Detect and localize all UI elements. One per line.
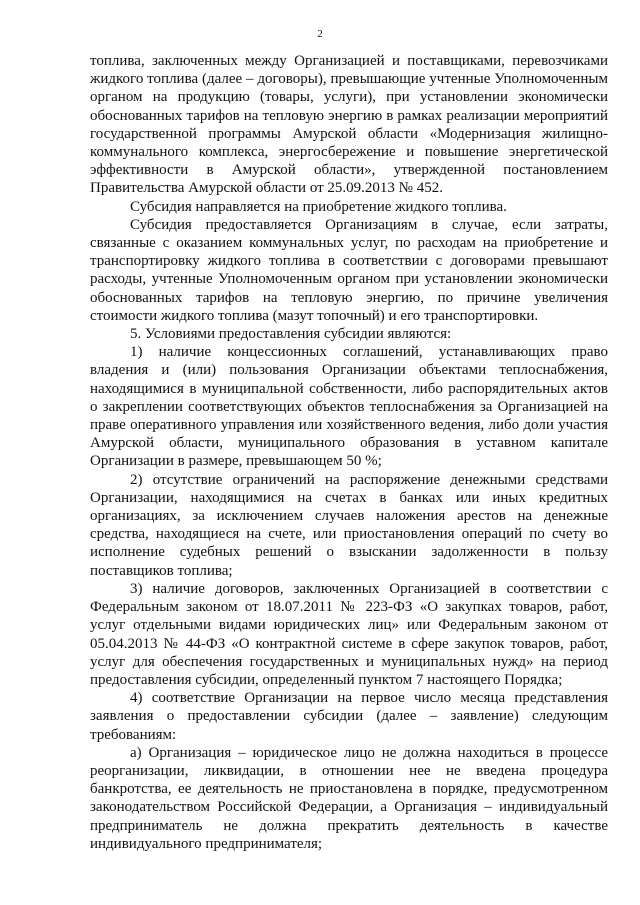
paragraph-conditions-heading: 5. Условиями предоставления субсидии являются: (130, 326, 452, 343)
paragraph-condition-1: 1) наличие концессионных соглашений, устанавливающих право владения и (или) пользования Организации объектами теплоснабжения, находящимися в муниципальной собственности, либо распорядительных актов о закреплении соответствующих объектов теплоснабжения за Организацией на праве оперативного управления или хозяйственного ведения, либо доли участия Амурской области, муниципального образования в уставном капитале Организации в размере, превышающем 50 %; (90, 344, 608, 470)
paragraph-subsidy-purpose: Субсидия направляется на приобретение жидкого топлива. (130, 198, 507, 215)
paragraph-requirement-a: а) Организация – юридическое лицо не должна находиться в процессе реорганизации, ликвидации, в отношении нее не введена процедура банкротства, ее деятельность не приостановлена в порядке, предусмотренном законодательством Российской Федерации, а Организация – индивидуальный предприниматель не должна прекратить деятельность в качестве индивидуального предпринимателя; (90, 744, 608, 852)
paragraph-condition-2: 2) отсутствие ограничений на распоряжение денежными средствами Организации, находящимися на счетах в банках или иных кредитных организациях, за исключением случаев наложения арестов на денежные средства, находящиеся на счете, или приостановления операций по счету во исполнение судебных решений о взыскании задолженности в пользу поставщиков топлива; (90, 471, 608, 579)
paragraph-fuel-contracts: топлива, заключенных между Организацией и поставщиками, перевозчиками жидкого топлива (далее – договоры), превышающие учтенные Уполномоченным органом на продукцию (товары, услуги), при установлении экономически обоснованных тарифов на тепловую энергию в рамках реализации мероприятий государственной программы Амурской области «Модернизация жилищно-коммунального комплекса, энергосбережение и повышение энергетической эффективности в Амурской области», утвержденной постановлением Правительства Амурской области от 25.09.2013 № 452. (90, 53, 608, 197)
paragraph-condition-4: 4) соответствие Организации на первое число месяца представления заявления о предоставлении субсидии (далее – заявление) следующим требованиям: (90, 690, 608, 743)
page-number: 2 (317, 28, 323, 40)
document-body (90, 52, 608, 853)
paragraph-condition-3: 3) наличие договоров, заключенных Организацией в соответствии с Федеральным законом от 18.07.2011 № 223-ФЗ «О закупках товаров, работ, услуг отдельными видами юридических лиц» или Федеральным законом от 05.04.2013 № 44-ФЗ «О контрактной системе в сфере закупок товаров, работ, услуг для обеспечения государственных и муниципальных нужд» на период предоставления субсидии, определенный пунктом 7 настоящего Порядка; (90, 580, 608, 688)
paragraph-subsidy-case: Субсидия предоставляется Организациям в случае, если затраты, связанные с оказанием коммунальных услуг, по расходам на приобретение и транспортировку жидкого топлива в соответствии с договорами превышают расходы, учтенные Уполномоченным органом при установлении экономически обоснованных тарифов на тепловую энергию, по причине увеличения стоимости жидкого топлива (мазут топочный) и его транспортировки. (90, 216, 608, 324)
